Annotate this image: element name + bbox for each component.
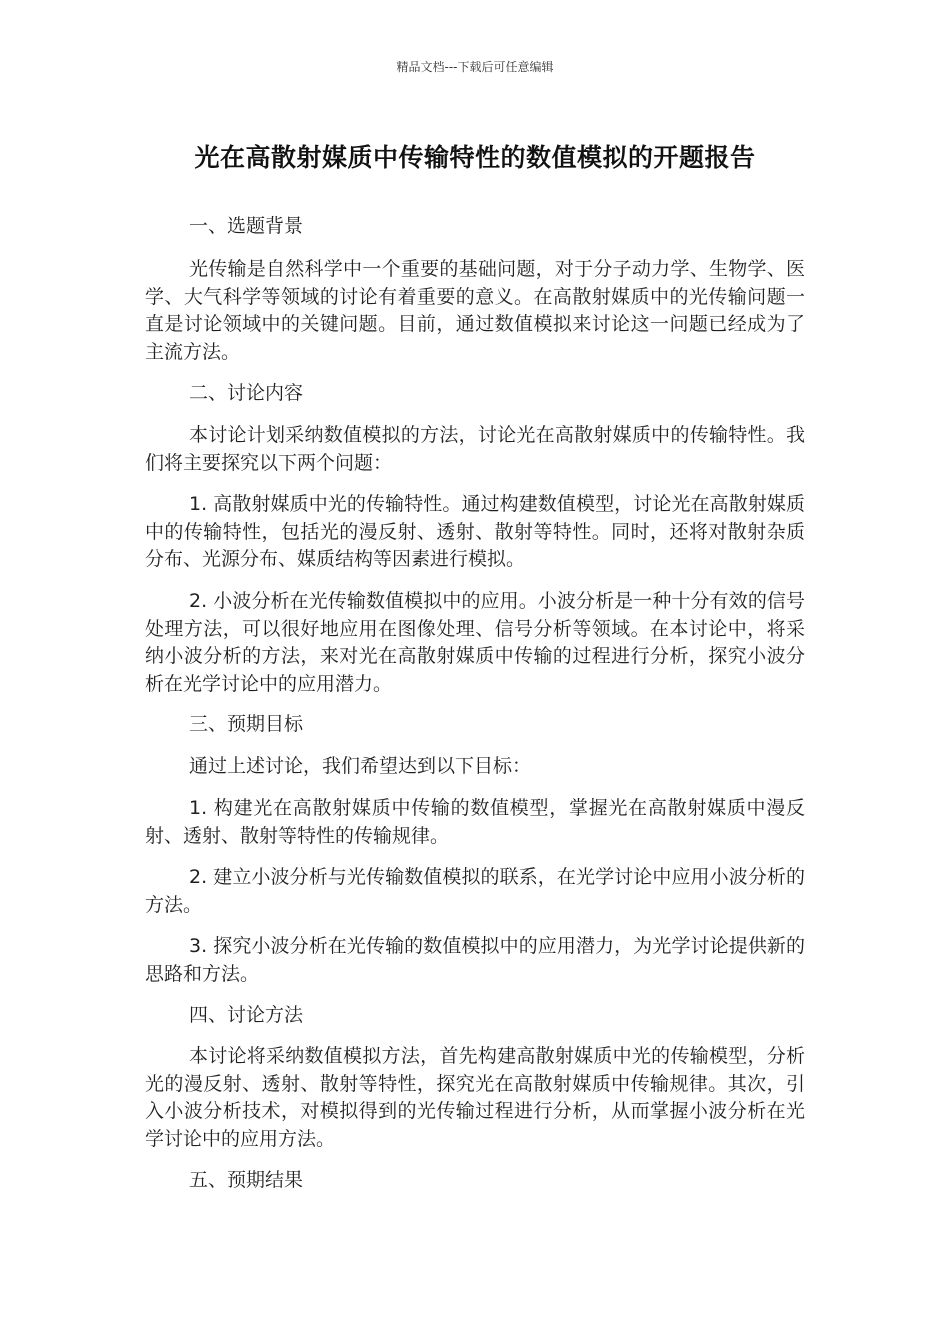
list-item-content-1: 1. 高散射媒质中光的传输特性。通过构建数值模型，讨论光在高散射媒质中的传输特性，包括光的漫反射、透射、散射等特性。同时，还将对散射杂质分布、光源分布、媒质结构等因素进行模拟。: [145, 493, 805, 570]
paragraph-content-intro: 本讨论计划采纳数值模拟的方法，讨论光在高散射媒质中的传输特性。我们将主要探究以下两个问题：: [145, 424, 805, 474]
section-heading-method: 四、讨论方法: [189, 1004, 304, 1026]
page-header-note: 精品文档---下载后可任意编辑: [396, 60, 554, 74]
list-item-goal-3: 3. 探究小波分析在光传输的数值模拟中的应用潜力，为光学讨论提供新的思路和方法。: [145, 935, 805, 985]
list-item-goal-1: 1. 构建光在高散射媒质中传输的数值模型，掌握光在高散射媒质中漫反射、透射、散射等特性的传输规律。: [145, 797, 805, 847]
list-item-content-2: 2. 小波分析在光传输数值模拟中的应用。小波分析是一种十分有效的信号处理方法，可以很好地应用在图像处理、信号分析等领域。在本讨论中，将采纳小波分析的方法，来对光在高散射媒质中传输的过程进行分析，探究小波分析在光学讨论中的应用潜力。: [145, 590, 805, 695]
list-item-goal-2: 2. 建立小波分析与光传输数值模拟的联系，在光学讨论中应用小波分析的方法。: [145, 866, 805, 916]
paragraph-goals-intro: 通过上述讨论，我们希望达到以下目标：: [189, 755, 532, 777]
paragraph-method: 本讨论将采纳数值模拟方法，首先构建高散射媒质中光的传输模型，分析光的漫反射、透射、散射等特性，探究光在高散射媒质中传输规律。其次，引入小波分析技术，对模拟得到的光传输过程进行分析，从而掌握小波分析在光学讨论中的应用方法。: [145, 1045, 805, 1150]
section-heading-results: 五、预期结果: [189, 1169, 304, 1191]
section-heading-goals: 三、预期目标: [189, 713, 304, 735]
section-heading-background: 一、选题背景: [189, 215, 304, 237]
section-heading-content: 二、讨论内容: [189, 382, 304, 404]
document-title: 光在高散射媒质中传输特性的数值模拟的开题报告: [194, 143, 756, 172]
paragraph-background: 光传输是自然科学中一个重要的基础问题，对于分子动力学、生物学、医学、大气科学等领域的讨论有着重要的意义。在高散射媒质中的光传输问题一直是讨论领域中的关键问题。目前，通过数值模拟来讨论这一问题已经成为了主流方法。: [145, 258, 805, 363]
